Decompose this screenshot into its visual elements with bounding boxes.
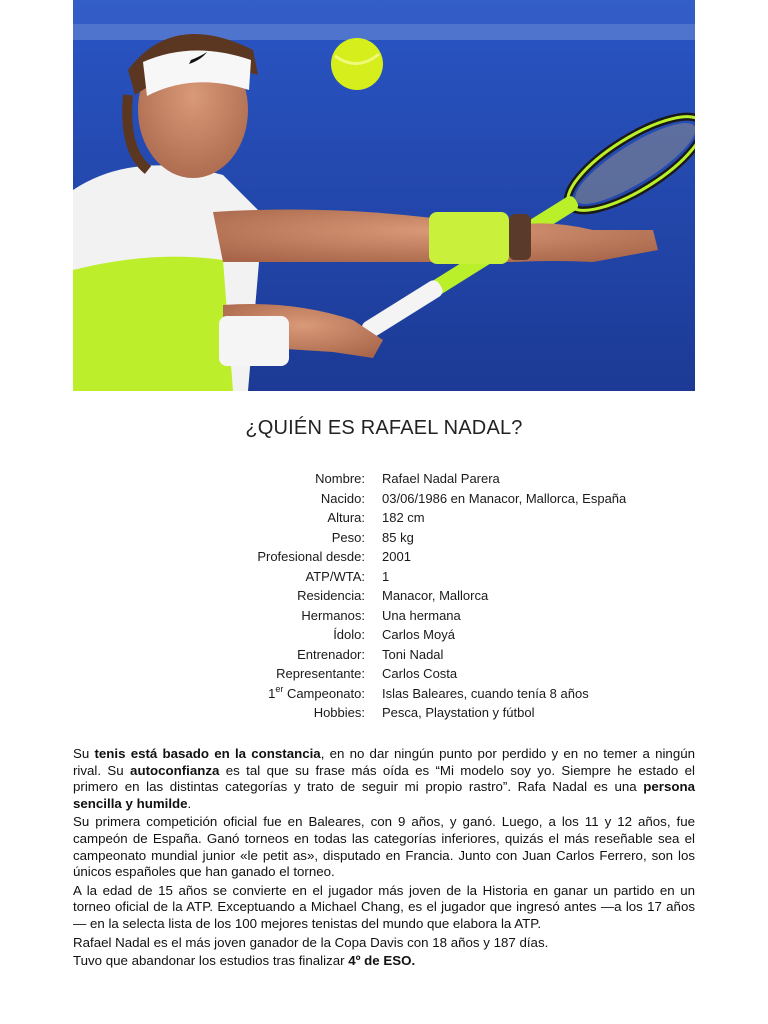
fact-row (0, 471, 768, 491)
paragraph: Rafael Nadal es el más joven ganador de la Copa Davis con 18 años y 187 días. (73, 934, 549, 950)
fact-value: Carlos Moyá (382, 627, 455, 642)
text-run: es tal que su frase más oída es “Mi modelo soy yo. Siempre he estado el primero en las distintas categorías y trato de seguir mi propio rastro”. Rafa Nadal es una (73, 762, 695, 795)
fact-value: Pesca, Playstation y fútbol (382, 705, 535, 720)
tennis-player-photo (73, 0, 695, 391)
fact-row (0, 588, 768, 608)
fact-value: Una hermana (382, 607, 461, 623)
bold-text: 4º de ESO. (348, 953, 416, 969)
fact-label: Profesional desde: (257, 549, 365, 564)
fact-label (268, 683, 365, 701)
fact-label: Representante: (276, 666, 365, 681)
fact-value: Manacor, Mallorca (382, 588, 489, 603)
paragraph: A la edad de 15 años se convierte en el jugador más joven de la Historia en ganar un partido en un torneo oficial de la ATP. Exceptuando a Michael Chang, es el jugador que ingresó antes —a los 17 años— en la selecta lista de los 100 mejores tenistas del mundo que elabora la ATP. (73, 882, 695, 931)
biography-text (73, 746, 695, 972)
fact-label: Nacido: (320, 490, 365, 506)
fact-row (0, 569, 768, 589)
fact-label: Hermanos: (301, 607, 365, 623)
fact-value: 85 kg (382, 529, 414, 545)
fact-row (0, 530, 768, 550)
fact-row (0, 491, 768, 511)
fact-label-ordinal: 1 (268, 685, 276, 701)
paragraph: Su primera competición oficial fue en Baleares, con 9 años, y ganó. Luego, a los 11 y 12 años, fue campeón de España. Ganó torneos en todas las categorías inferiores, quizás el más reseñable sea el campeonato mundial junior «le petit as», disputado en Francia. Junto con Juan Carlos Ferrero, son los únicos españoles que han ganado el torneo. (73, 814, 695, 880)
fact-row (0, 666, 768, 686)
fact-row (0, 683, 768, 706)
fact-label-text: Campeonato: (283, 685, 365, 701)
fact-value: Rafael Nadal Parera (382, 471, 500, 486)
text-run: Su (73, 746, 95, 761)
text-run: Tuvo que abandonar los estudios tras finalizar (73, 953, 349, 969)
fact-row (0, 647, 768, 667)
fact-row (0, 705, 768, 725)
fact-row (0, 510, 768, 530)
paragraph (73, 746, 695, 812)
bold-text: tenis está basado en la constancia (94, 746, 321, 761)
bold-text: persona sencilla y humilde (73, 779, 695, 811)
fact-label: Nombre: (315, 471, 365, 486)
fact-row (0, 549, 768, 569)
fact-label: Hobbies: (313, 705, 365, 720)
fact-value: 1 (382, 568, 390, 584)
fact-label: Peso: (331, 529, 365, 545)
fact-value: Islas Baleares, cuando tenía 8 años (382, 685, 589, 701)
fact-label: Entrenador: (297, 646, 365, 662)
fact-label-superscript: er (275, 683, 284, 694)
fact-label: Altura: (327, 510, 365, 525)
fact-value: 2001 (382, 549, 411, 564)
fact-row (0, 608, 768, 628)
paragraph (73, 953, 695, 970)
fact-label: Residencia: (297, 588, 365, 603)
fact-label: ATP/WTA: (305, 568, 365, 584)
text-run: . (187, 795, 192, 811)
page-title: ¿QUIÉN ES RAFAEL NADAL? (245, 417, 523, 439)
bold-text: autoconfianza (130, 762, 220, 778)
fact-value: 182 cm (382, 510, 425, 525)
fact-value: Toni Nadal (382, 646, 444, 662)
fact-label: Ídolo: (333, 627, 365, 642)
text-run: , en no dar ningún punto por perdido y en no temer a ningún rival. Su (73, 746, 696, 778)
fact-row (0, 627, 768, 647)
fact-value: 03/06/1986 en Manacor, Mallorca, España (382, 490, 627, 506)
fact-value: Carlos Costa (382, 666, 458, 681)
